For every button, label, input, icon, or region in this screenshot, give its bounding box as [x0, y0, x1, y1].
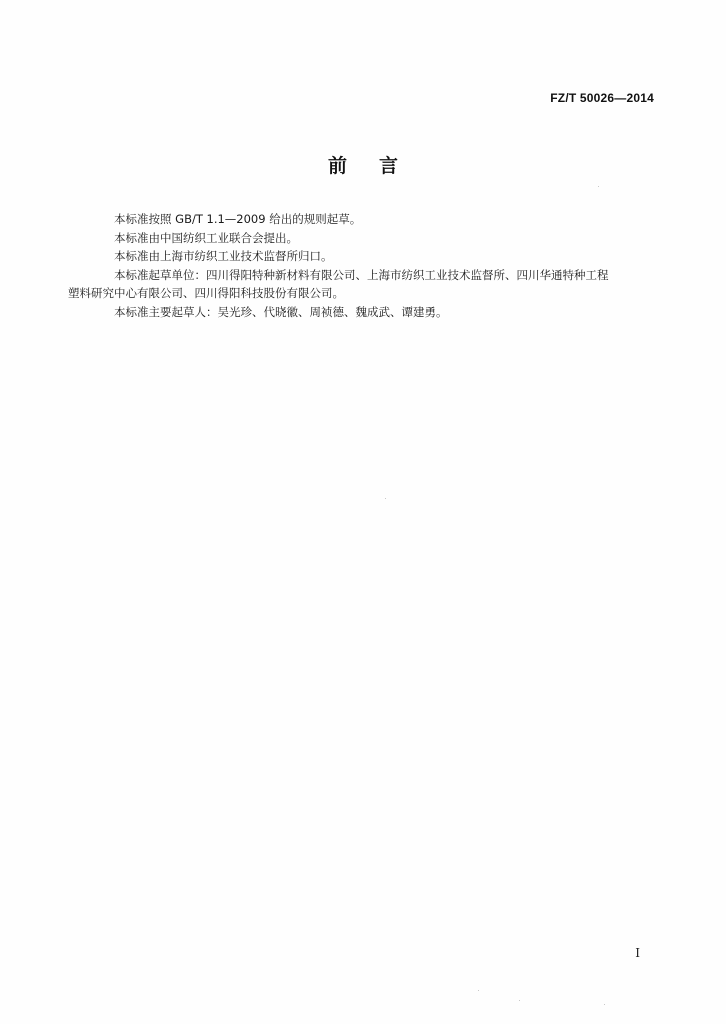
paragraph-line: 塑料研究中心有限公司、四川得阳科技股份有限公司。	[68, 286, 344, 301]
page-number: I	[635, 946, 640, 960]
scan-speck	[519, 1000, 520, 1001]
paragraph-proposer	[91, 229, 659, 248]
standard-code: FZ/T 50026—2014	[550, 91, 654, 105]
paragraph-line: 本标准主要起草人：吴光珍、代晓徽、周祯德、魏成武、谭建勇。	[114, 304, 448, 319]
page-title: 前言	[327, 155, 430, 177]
paragraph-line: 本标准由上海市纺织工业技术监督所归口。	[114, 249, 333, 264]
paragraph-line: 本标准按照 GB/T 1.1—2009 给出的规则起草。	[114, 212, 362, 226]
paragraph-main-drafters	[91, 303, 659, 322]
paragraph-centralized-unit	[91, 247, 659, 266]
scan-speck	[604, 1004, 605, 1005]
paragraph-line: 本标准由中国纺织工业联合会提出。	[114, 230, 298, 245]
scan-speck	[478, 990, 479, 991]
scan-speck	[598, 186, 599, 187]
preface-body	[68, 210, 659, 322]
paragraph-drafting-rules	[91, 210, 659, 229]
scan-speck	[385, 498, 386, 499]
paragraph-drafting-units	[68, 266, 659, 303]
paragraph-line: 本标准起草单位：四川得阳特种新材料有限公司、上海市纺织工业技术监督所、四川华通特种工程	[114, 267, 609, 282]
